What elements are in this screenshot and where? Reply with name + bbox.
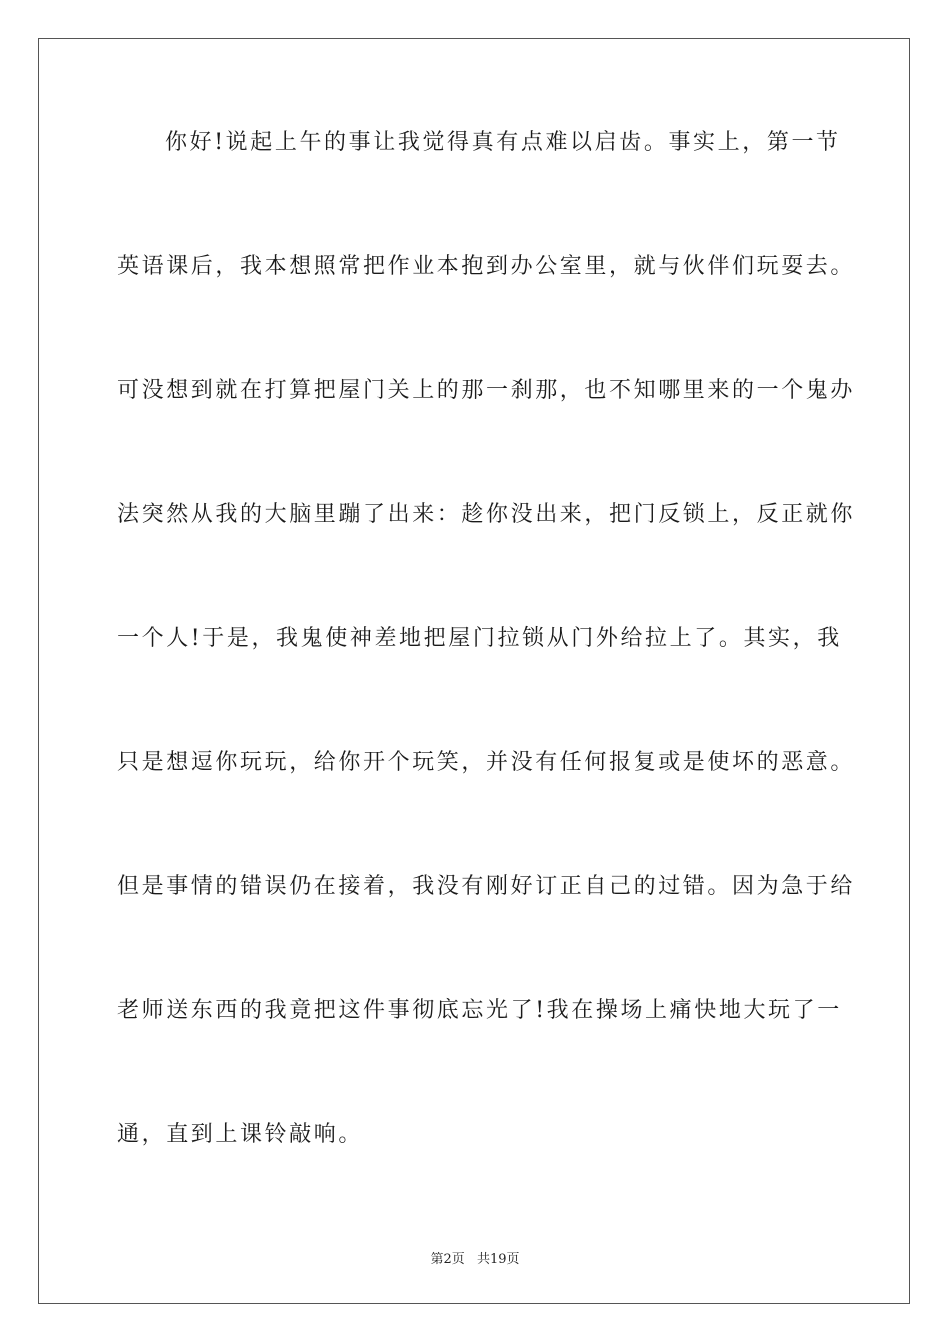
text-line-5: 一个人!于是，我鬼使神差地把屋门拉锁从门外给拉上了。其实，我 [117, 626, 842, 651]
text-line-4: 法突然从我的大脑里蹦了出来：趁你没出来，把门反锁上，反正就你 [117, 502, 856, 527]
page-total: 共19页 [476, 1252, 520, 1267]
text-line-6: 只是想逗你玩玩，给你开个玩笑，并没有任何报复或是使坏的恶意。 [117, 750, 856, 775]
text-line-1: 你好!说起上午的事让我觉得真有点难以启齿。事实上，第一节 [165, 130, 841, 155]
text-line-7: 但是事情的错误仍在接着，我没有刚好订正自己的过错。因为急于给 [117, 874, 856, 899]
text-line-8: 老师送东西的我竟把这件事彻底忘光了!我在操场上痛快地大玩了一 [117, 998, 842, 1023]
page-footer [0, 1248, 950, 1267]
text-line-3: 可没想到就在打算把屋门关上的那一刹那，也不知哪里来的一个鬼办 [117, 378, 856, 403]
page-number: 第2页 [430, 1252, 465, 1267]
text-line-2: 英语课后，我本想照常把作业本抱到办公室里，就与伙伴们玩耍去。 [117, 254, 856, 279]
text-line-9: 通，直到上课铃敲响。 [117, 1122, 364, 1147]
document-body [117, 128, 856, 1244]
